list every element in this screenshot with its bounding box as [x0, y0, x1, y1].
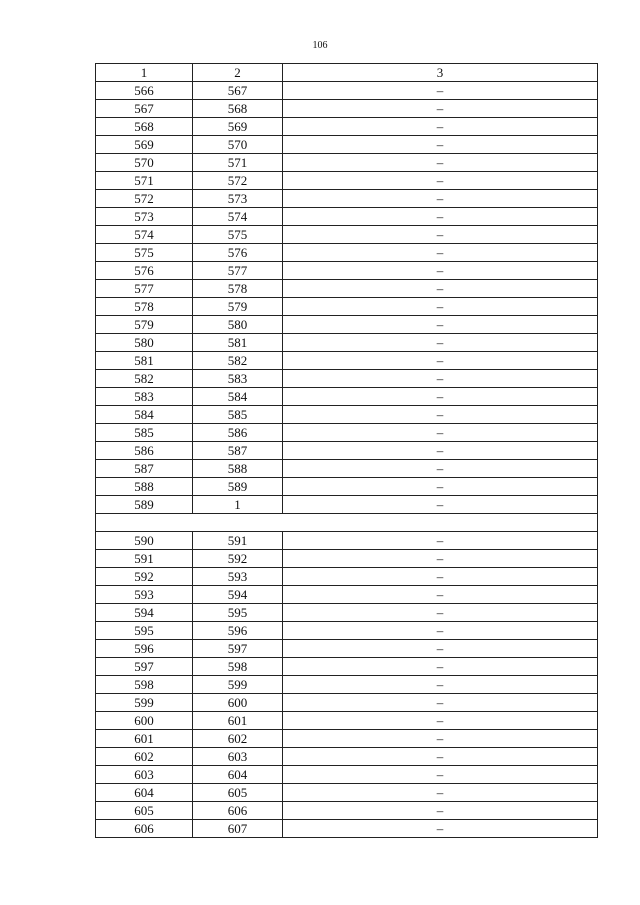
table-row — [96, 676, 598, 694]
table-cell-col3: – — [283, 388, 598, 406]
table-row — [96, 118, 598, 136]
table-row — [96, 334, 598, 352]
table-cell-col2: 570 — [193, 136, 283, 154]
section-separator-row — [96, 514, 598, 532]
table-row — [96, 730, 598, 748]
table-cell-col3: – — [283, 244, 598, 262]
table-cell-col3: – — [283, 802, 598, 820]
table-cell-col3: – — [283, 280, 598, 298]
table-cell-col2: 578 — [193, 280, 283, 298]
table-cell-col1: 582 — [96, 370, 193, 388]
table-cell-col2: 581 — [193, 334, 283, 352]
table-cell-col2: 591 — [193, 532, 283, 550]
table-cell-col2: 606 — [193, 802, 283, 820]
table-cell-col2: 577 — [193, 262, 283, 280]
table-cell-col2: 597 — [193, 640, 283, 658]
table-cell-col2: 593 — [193, 568, 283, 586]
table-cell-col2: 1 — [193, 496, 283, 514]
table-cell-col2: 599 — [193, 676, 283, 694]
table-row — [96, 244, 598, 262]
table-cell-col3: – — [283, 478, 598, 496]
table-cell-col3: – — [283, 172, 598, 190]
table-cell-col2: 573 — [193, 190, 283, 208]
table-cell-col1: 600 — [96, 712, 193, 730]
table-row — [96, 262, 598, 280]
table-cell-col1: 603 — [96, 766, 193, 784]
table-cell-col3: – — [283, 226, 598, 244]
table-row — [96, 712, 598, 730]
table-cell-col3: – — [283, 118, 598, 136]
table-row — [96, 568, 598, 586]
table-cell-col1: 594 — [96, 604, 193, 622]
table-cell-col1: 569 — [96, 136, 193, 154]
table-cell-col1: 575 — [96, 244, 193, 262]
table-cell-col3: – — [283, 190, 598, 208]
table-cell-col2: 595 — [193, 604, 283, 622]
table-cell-col2: 601 — [193, 712, 283, 730]
table-cell-col3: – — [283, 262, 598, 280]
table-cell-col2: 583 — [193, 370, 283, 388]
table-cell-col2: 576 — [193, 244, 283, 262]
table-row — [96, 532, 598, 550]
table-cell-col3: – — [283, 820, 598, 838]
table-cell-col2: 567 — [193, 82, 283, 100]
table-cell-col3: – — [283, 334, 598, 352]
page-number: 106 — [312, 40, 328, 51]
table-cell-col1: 586 — [96, 442, 193, 460]
table-cell-col1: 584 — [96, 406, 193, 424]
table-row — [96, 388, 598, 406]
table-cell-col1: 585 — [96, 424, 193, 442]
table-cell-col3: – — [283, 370, 598, 388]
table-cell-col1: 567 — [96, 100, 193, 118]
table-row — [96, 424, 598, 442]
table-row — [96, 694, 598, 712]
table-cell-col3: – — [283, 640, 598, 658]
table-row — [96, 172, 598, 190]
table-cell-col2: 571 — [193, 154, 283, 172]
table-cell-col1: 570 — [96, 154, 193, 172]
table-body — [96, 82, 598, 838]
table-cell-col2: 602 — [193, 730, 283, 748]
table-row — [96, 190, 598, 208]
table-cell-col2: 584 — [193, 388, 283, 406]
table-cell-col1: 574 — [96, 226, 193, 244]
table-cell-col2: 596 — [193, 622, 283, 640]
table-cell-col3: – — [283, 100, 598, 118]
table-cell-col1: 579 — [96, 316, 193, 334]
table-cell-col2: 607 — [193, 820, 283, 838]
column-header-1: 1 — [96, 64, 193, 82]
table-row — [96, 100, 598, 118]
table-cell-col1: 591 — [96, 550, 193, 568]
table-row — [96, 460, 598, 478]
table-cell-col2: 598 — [193, 658, 283, 676]
table-cell-col1: 588 — [96, 478, 193, 496]
table-cell-col3: – — [283, 460, 598, 478]
table-cell-col3: – — [283, 766, 598, 784]
table-cell-col2: 575 — [193, 226, 283, 244]
table-cell-col3: – — [283, 694, 598, 712]
table-row — [96, 784, 598, 802]
table-cell-col3: – — [283, 298, 598, 316]
table-cell-col1: 606 — [96, 820, 193, 838]
table-cell-col1: 580 — [96, 334, 193, 352]
table-cell-col2: 585 — [193, 406, 283, 424]
table-cell-col2: 604 — [193, 766, 283, 784]
column-header-3: 3 — [283, 64, 598, 82]
table-cell-col3: – — [283, 550, 598, 568]
table-cell-col1: 604 — [96, 784, 193, 802]
table-row — [96, 442, 598, 460]
table-row — [96, 136, 598, 154]
table-cell-col1: 595 — [96, 622, 193, 640]
table-cell-col3: – — [283, 532, 598, 550]
table-cell-col2: 582 — [193, 352, 283, 370]
table-cell-col3: – — [283, 658, 598, 676]
table-row — [96, 280, 598, 298]
table-cell-col2: 579 — [193, 298, 283, 316]
header-row — [96, 64, 598, 82]
table-cell-col3: – — [283, 712, 598, 730]
table-row — [96, 154, 598, 172]
table-cell-col2: 574 — [193, 208, 283, 226]
table-cell-col1: 577 — [96, 280, 193, 298]
table-cell-col1: 599 — [96, 694, 193, 712]
table-cell-col3: – — [283, 676, 598, 694]
table-cell-col2: 569 — [193, 118, 283, 136]
table-cell-col3: – — [283, 352, 598, 370]
table-cell-col1: 583 — [96, 388, 193, 406]
table-cell-col3: – — [283, 730, 598, 748]
table-cell-col1: 605 — [96, 802, 193, 820]
table-cell-col1: 572 — [96, 190, 193, 208]
table-cell-col2: 594 — [193, 586, 283, 604]
table-row — [96, 208, 598, 226]
table-row — [96, 604, 598, 622]
table-cell-col1: 581 — [96, 352, 193, 370]
table-cell-col2: 589 — [193, 478, 283, 496]
table-cell-col1: 602 — [96, 748, 193, 766]
table-cell-col2: 588 — [193, 460, 283, 478]
table-cell-col3: – — [283, 406, 598, 424]
table-cell-col1: 568 — [96, 118, 193, 136]
table-row — [96, 802, 598, 820]
table-row — [96, 370, 598, 388]
table-cell-col1: 576 — [96, 262, 193, 280]
table-cell-col1: 592 — [96, 568, 193, 586]
table-cell-col1: 573 — [96, 208, 193, 226]
table-cell-col2: 605 — [193, 784, 283, 802]
table-cell-col2: 586 — [193, 424, 283, 442]
table-row — [96, 640, 598, 658]
table-cell-col3: – — [283, 424, 598, 442]
table-cell-col3: – — [283, 604, 598, 622]
table-cell-col2: 568 — [193, 100, 283, 118]
table-cell-col1: 598 — [96, 676, 193, 694]
table-row — [96, 658, 598, 676]
table-cell-col1: 578 — [96, 298, 193, 316]
table-row — [96, 622, 598, 640]
table-row — [96, 298, 598, 316]
table-row — [96, 766, 598, 784]
table-cell-col2: 587 — [193, 442, 283, 460]
table-cell-col3: – — [283, 748, 598, 766]
table-row — [96, 478, 598, 496]
table-cell-col3: – — [283, 316, 598, 334]
table-cell-col3: – — [283, 136, 598, 154]
separator-cell — [96, 514, 598, 532]
table-row — [96, 748, 598, 766]
table-cell-col1: 590 — [96, 532, 193, 550]
table-row — [96, 550, 598, 568]
table-cell-col1: 597 — [96, 658, 193, 676]
table-cell-col2: 600 — [193, 694, 283, 712]
table-cell-col2: 603 — [193, 748, 283, 766]
table-cell-col1: 601 — [96, 730, 193, 748]
table-row — [96, 82, 598, 100]
table-cell-col1: 566 — [96, 82, 193, 100]
table-cell-col3: – — [283, 208, 598, 226]
table-cell-col3: – — [283, 784, 598, 802]
table-cell-col3: – — [283, 622, 598, 640]
table-cell-col3: – — [283, 568, 598, 586]
table-cell-col2: 580 — [193, 316, 283, 334]
table-row — [96, 226, 598, 244]
table-row — [96, 586, 598, 604]
table-row — [96, 352, 598, 370]
table-cell-col1: 587 — [96, 460, 193, 478]
table-row — [96, 406, 598, 424]
table-cell-col1: 596 — [96, 640, 193, 658]
table-cell-col3: – — [283, 442, 598, 460]
table-cell-col1: 593 — [96, 586, 193, 604]
data-table — [95, 63, 598, 838]
table-cell-col2: 572 — [193, 172, 283, 190]
table-cell-col1: 589 — [96, 496, 193, 514]
table-cell-col3: – — [283, 586, 598, 604]
table-cell-col1: 571 — [96, 172, 193, 190]
column-header-2: 2 — [193, 64, 283, 82]
table-cell-col2: 592 — [193, 550, 283, 568]
table-row — [96, 820, 598, 838]
table-cell-col3: – — [283, 496, 598, 514]
table-cell-col3: – — [283, 154, 598, 172]
table-row — [96, 496, 598, 514]
table-row — [96, 316, 598, 334]
table-cell-col3: – — [283, 82, 598, 100]
